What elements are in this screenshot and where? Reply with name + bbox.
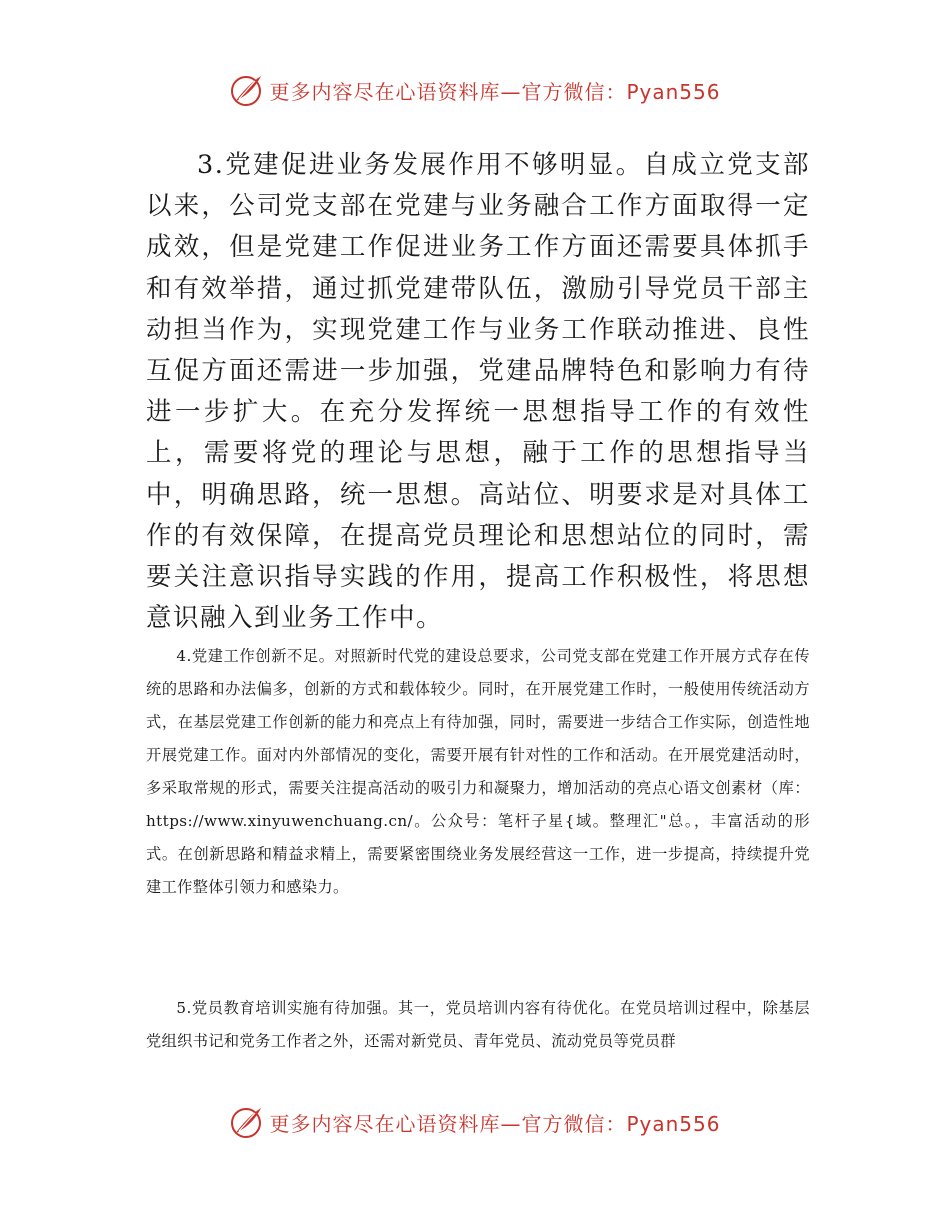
paragraph-5: 5.党员教育培训实施有待加强。其一，党员培训内容有待优化。在党员培训过程中，除基层党组织书记和党务工作者之外，还需对新党员、青年党员、流动党员等党员群 [146, 999, 810, 1050]
paragraph-3: 3.党建促进业务发展作用不够明显。自成立党支部以来，公司党支部在党建与业务融合工作方面取得一定成效，但是党建工作促进业务工作方面还需要具体抓手和有效举措，通过抓党建带队伍，激励引导党员干部主动担当作为，实现党建工作与业务工作联动推进、良性互促方面还需进一步加强，党建品牌特色和影响力有待进一步扩大。在充分发挥统一思想指导工作的有效性上，需要将党的理论与思想，融于工作的思想指导当中，明确思路，统一思想。高站位、明要求是对具体工作的有效保障，在提高党员理论和思想站位的同时，需要关注意识指导实践的作用，提高工作积极性，将思想意识融入到业务工作中。 [146, 150, 810, 634]
footer-banner-text: 更多内容尽在心语资料库—官方微信：Pyan556 [269, 1111, 721, 1136]
footer-banner [0, 1100, 950, 1144]
header-banner-text: 更多内容尽在心语资料库—官方微信：Pyan556 [269, 79, 721, 104]
quill-logo-icon [229, 72, 265, 108]
header-banner [0, 68, 950, 112]
quill-logo-icon [229, 1104, 265, 1140]
paragraph-4: 4.党建工作创新不足。对照新时代党的建设总要求，公司党支部在党建工作开展方式存在传统的思路和办法偏多，创新的方式和载体较少。同时，在开展党建工作时，一般使用传统活动方式，在基层党建工作创新的能力和亮点上有待加强，同时，需要进一步结合工作实际，创造性地开展党建工作。面对内外部情况的变化，需要开展有针对性的工作和活动。在开展党建活动时，多采取常规的形式，需要关注提高活动的吸引力和凝聚力，增加活动的亮点心语文创素材（库：https://www.xinyuwenchuang.cn/。公众号：笔杆子星{域。整理汇"总。，丰富活动的形式。在创新思路和精益求精上，需要紧密围绕业务发展经营这一工作，进一步提高，持续提升党建工作整体引领力和感染力。 [146, 647, 810, 896]
